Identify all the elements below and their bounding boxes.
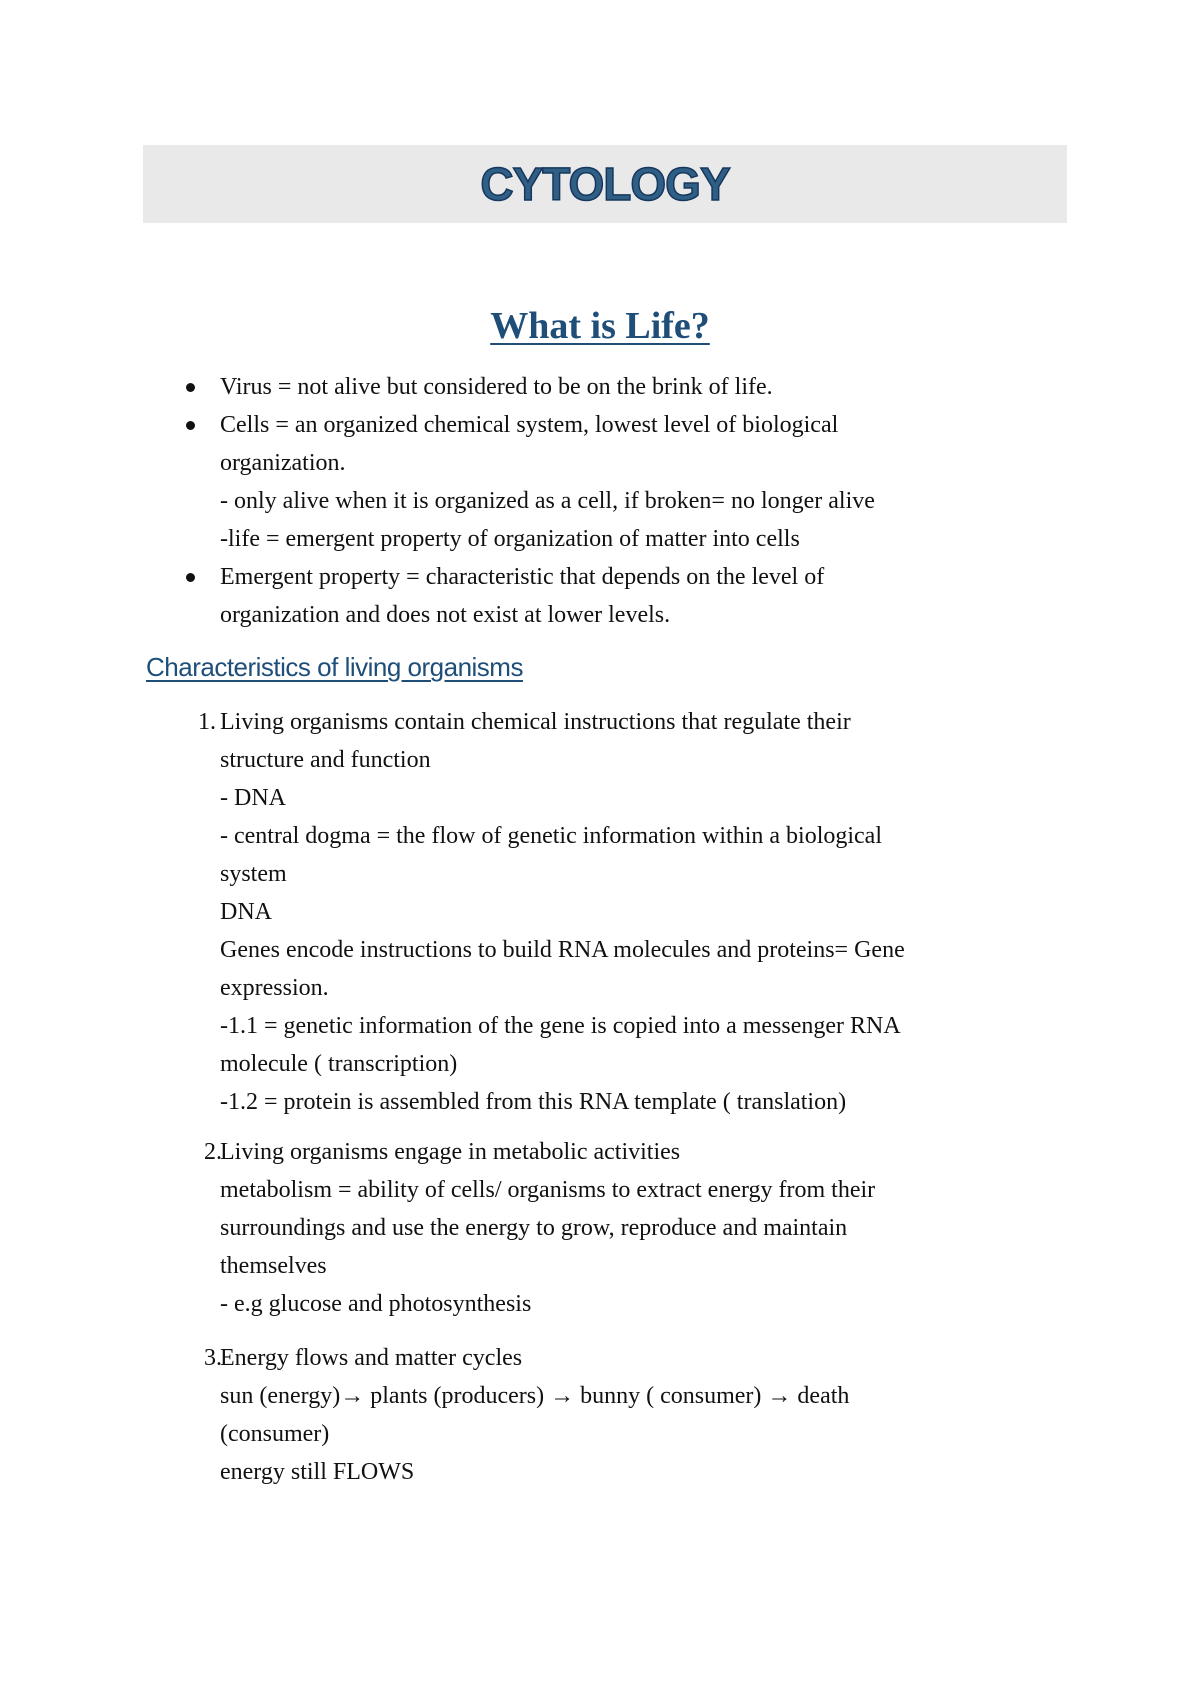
- text-line: molecule ( transcription): [220, 1051, 458, 1077]
- numbered-item: [180, 1133, 1060, 1323]
- text-line: surroundings and use the energy to grow, reproduce and maintain: [220, 1215, 848, 1241]
- bullet-item-virus: [180, 368, 1060, 406]
- numbered-list-item-1: [180, 703, 1060, 1121]
- title-banner: [143, 145, 1067, 223]
- text-line: metabolism = ability of cells/ organisms to extract energy from their: [220, 1177, 876, 1203]
- text-line: Emergent property = characteristic that depends on the level of: [220, 564, 825, 590]
- text-line: (consumer): [220, 1421, 330, 1447]
- numbered-item: [180, 1339, 1060, 1491]
- bullet-dot-icon: [186, 573, 195, 582]
- item-number: 2.: [204, 1139, 222, 1165]
- bullet-item-cells: [180, 406, 1060, 558]
- text-line: Energy flows and matter cycles: [220, 1345, 523, 1371]
- numbered-list-item-3: [180, 1339, 1060, 1491]
- text-line: -life = emergent property of organization of matter into cells: [220, 526, 800, 552]
- text-line: -1.2 = protein is assembled from this RNA template ( translation): [220, 1089, 847, 1115]
- text-line: Virus = not alive but considered to be on the brink of life.: [220, 374, 773, 400]
- bullet-dot-icon: [186, 421, 195, 430]
- text-line: system: [220, 861, 287, 887]
- bullet-dot-icon: [186, 383, 195, 392]
- text-line: Living organisms engage in metabolic activities: [220, 1139, 681, 1165]
- text-line: DNA: [220, 899, 272, 925]
- item-number: 1.: [198, 709, 216, 735]
- text-line: organization and does not exist at lower levels.: [220, 602, 671, 628]
- bullet-list: [180, 368, 1060, 634]
- text-line: - DNA: [220, 785, 286, 811]
- numbered-item: [180, 703, 1060, 1121]
- bullet-item-emergent-property: [180, 558, 1060, 634]
- document-title: CYTOLOGY: [480, 158, 730, 210]
- text-line: organization.: [220, 450, 346, 476]
- text-line: energy still FLOWS: [220, 1459, 415, 1485]
- numbered-list-item-2: [180, 1133, 1060, 1323]
- text-line: sun (energy)→ plants (producers) → bunny ( consumer) → death: [220, 1383, 850, 1409]
- text-line: Living organisms contain chemical instructions that regulate their: [220, 709, 851, 735]
- item-number: 3.: [204, 1345, 222, 1371]
- text-line: -1.1 = genetic information of the gene is copied into a messenger RNA: [220, 1013, 901, 1039]
- text-line: - e.g glucose and photosynthesis: [220, 1291, 532, 1317]
- section-heading-what-is-life: What is Life?: [490, 305, 710, 347]
- text-line: themselves: [220, 1253, 327, 1279]
- text-line: structure and function: [220, 747, 431, 773]
- text-line: - central dogma = the flow of genetic information within a biological: [220, 823, 883, 849]
- text-line: expression.: [220, 975, 329, 1001]
- text-line: - only alive when it is organized as a cell, if broken= no longer alive: [220, 488, 875, 514]
- subheading-characteristics: Characteristics of living organisms: [146, 652, 523, 682]
- text-line: Cells = an organized chemical system, lowest level of biological: [220, 412, 839, 438]
- text-line: Genes encode instructions to build RNA molecules and proteins= Gene: [220, 937, 905, 963]
